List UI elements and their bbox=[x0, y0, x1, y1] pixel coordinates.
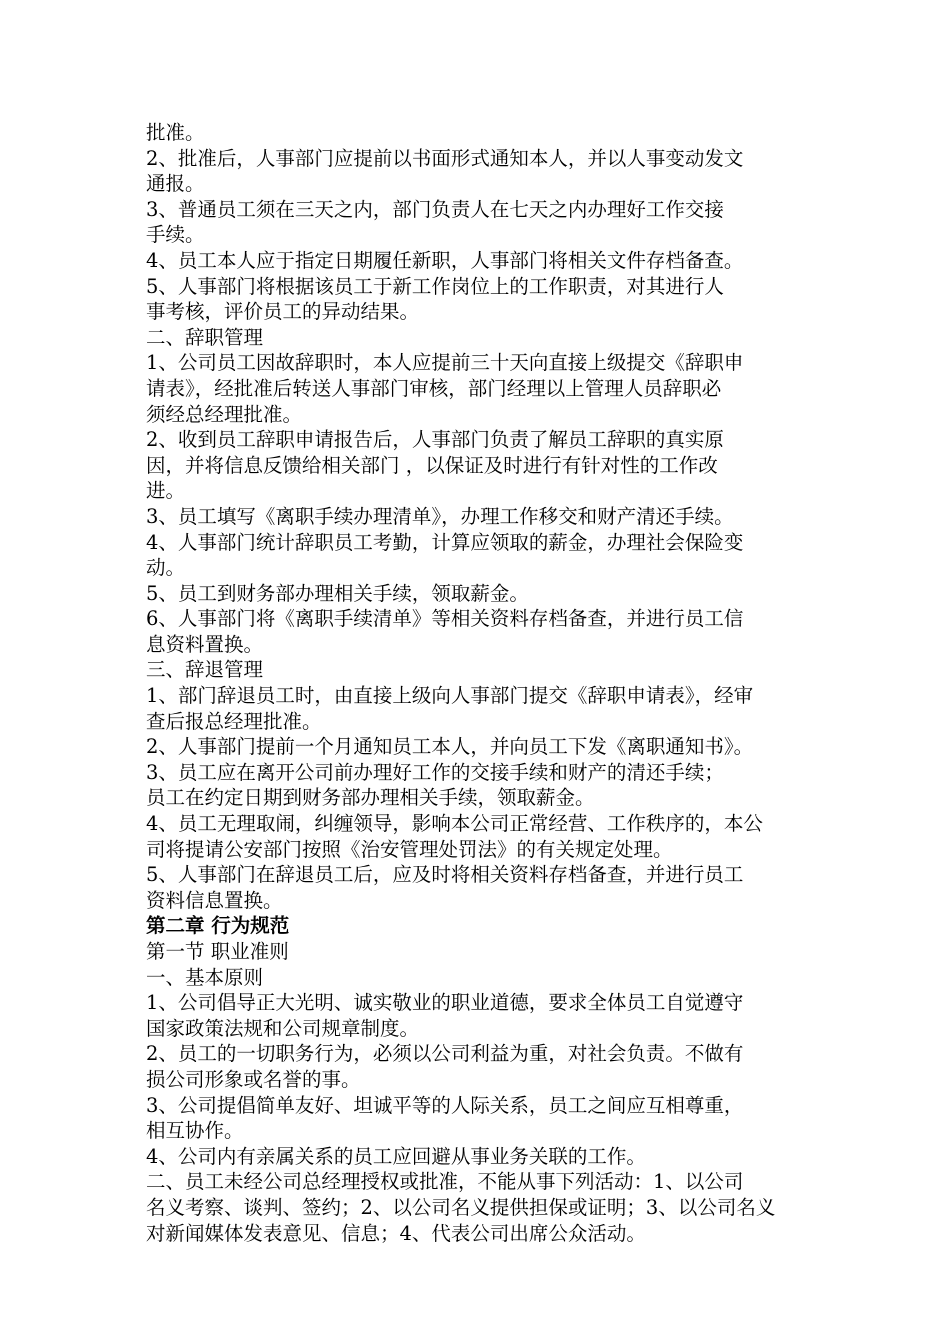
text-line: 息资料置换。 bbox=[146, 632, 264, 656]
text-line: 动。 bbox=[146, 556, 186, 580]
text-line: 第一节 职业准则 bbox=[146, 940, 289, 963]
text-line: 1、公司员工因故辞职时，本人应提前三十天向直接上级提交《辞职申 bbox=[146, 351, 744, 375]
text-line: 2、人事部门提前一个月通知员工本人，并向员工下发《离职通知书》。 bbox=[146, 735, 754, 759]
text-line: 须经总经理批准。 bbox=[146, 402, 303, 426]
text-line: 6、人事部门将《离职手续清单》等相关资料存档备查，并进行员工信 bbox=[146, 607, 744, 631]
document-page bbox=[146, 120, 810, 1246]
text-line: 进。 bbox=[146, 479, 186, 503]
text-line: 4、员工无理取闹，纠缠领导，影响本公司正常经营、工作秩序的，本公 bbox=[146, 812, 763, 836]
text-line: 5、员工到财务部办理相关手续，领取薪金。 bbox=[146, 581, 529, 605]
text-line: 2、收到员工辞职申请报告后，人事部门负责了解员工辞职的真实原 bbox=[146, 428, 724, 452]
text-line: 请表》，经批准后转送人事部门审核，部门经理以上管理人员辞职必 bbox=[146, 376, 722, 400]
text-line: 3、员工应在离开公司前办理好工作的交接手续和财产的清还手续； bbox=[146, 760, 724, 784]
text-line: 事考核，评价员工的异动结果。 bbox=[146, 300, 420, 324]
text-line: 4、公司内有亲属关系的员工应回避从事业务关联的工作。 bbox=[146, 1144, 646, 1168]
text-line: 通报。 bbox=[146, 172, 205, 196]
text-line: 手续。 bbox=[146, 223, 205, 247]
text-line: 资料信息置换。 bbox=[146, 888, 283, 912]
text-line: 3、员工填写《离职手续办理清单》，办理工作移交和财产清还手续。 bbox=[146, 504, 734, 528]
text-line: 员工在约定日期到财务部办理相关手续，领取薪金。 bbox=[146, 786, 595, 810]
text-line: 司将提请公安部门按照《治安管理处罚法》的有关规定处理。 bbox=[146, 837, 673, 861]
text-line: 名义考察、谈判、签约；2、以公司名义提供担保或证明；3、以公司名义 bbox=[146, 1195, 776, 1219]
text-line: 一、基本原则 bbox=[146, 965, 264, 989]
text-line: 国家政策法规和公司规章制度。 bbox=[146, 1016, 420, 1040]
chapter-heading: 第二章 行为规范 bbox=[146, 914, 290, 938]
text-line: 二、辞职管理 bbox=[146, 325, 264, 349]
text-line: 1、公司倡导正大光明、诚实敬业的职业道德，要求全体员工自觉遵守 bbox=[146, 991, 744, 1015]
text-line: 查后报总经理批准。 bbox=[146, 709, 322, 733]
text-line: 因，并将信息反馈给相关部门 ，以保证及时进行有针对性的工作改 bbox=[146, 453, 718, 477]
text-line: 损公司形象或名誉的事。 bbox=[146, 1067, 361, 1091]
text-line: 4、员工本人应于指定日期履任新职，人事部门将相关文件存档备查。 bbox=[146, 248, 744, 272]
text-line: 三、辞退管理 bbox=[146, 658, 264, 682]
text-line: 二、员工未经公司总经理授权或批准，不能从事下列活动：1、以公司 bbox=[146, 1170, 744, 1194]
text-line: 2、批准后，人事部门应提前以书面形式通知本人，并以人事变动发文 bbox=[146, 146, 744, 170]
text-line: 批准。 bbox=[146, 121, 205, 144]
text-line: 对新闻媒体发表意见、信息；4、代表公司出席公众活动。 bbox=[146, 1221, 646, 1245]
text-line: 3、公司提倡简单友好、坦诚平等的人际关系，员工之间应互相尊重， bbox=[146, 1093, 744, 1117]
text-line: 3、普通员工须在三天之内，部门负责人在七天之内办理好工作交接 bbox=[146, 197, 724, 221]
text-line: 相互协作。 bbox=[146, 1119, 244, 1143]
text-line: 2、员工的一切职务行为，必须以公司利益为重，对社会负责。不做有 bbox=[146, 1042, 744, 1066]
text-line: 5、人事部门将根据该员工于新工作岗位上的工作职责，对其进行人 bbox=[146, 274, 724, 298]
text-line: 4、人事部门统计辞职员工考勤，计算应领取的薪金，办理社会保险变 bbox=[146, 530, 744, 554]
text-line: 5、人事部门在辞退员工后，应及时将相关资料存档备查，并进行员工 bbox=[146, 863, 744, 887]
text-line: 1、部门辞退员工时，由直接上级向人事部门提交《辞职申请表》，经审 bbox=[146, 684, 754, 708]
